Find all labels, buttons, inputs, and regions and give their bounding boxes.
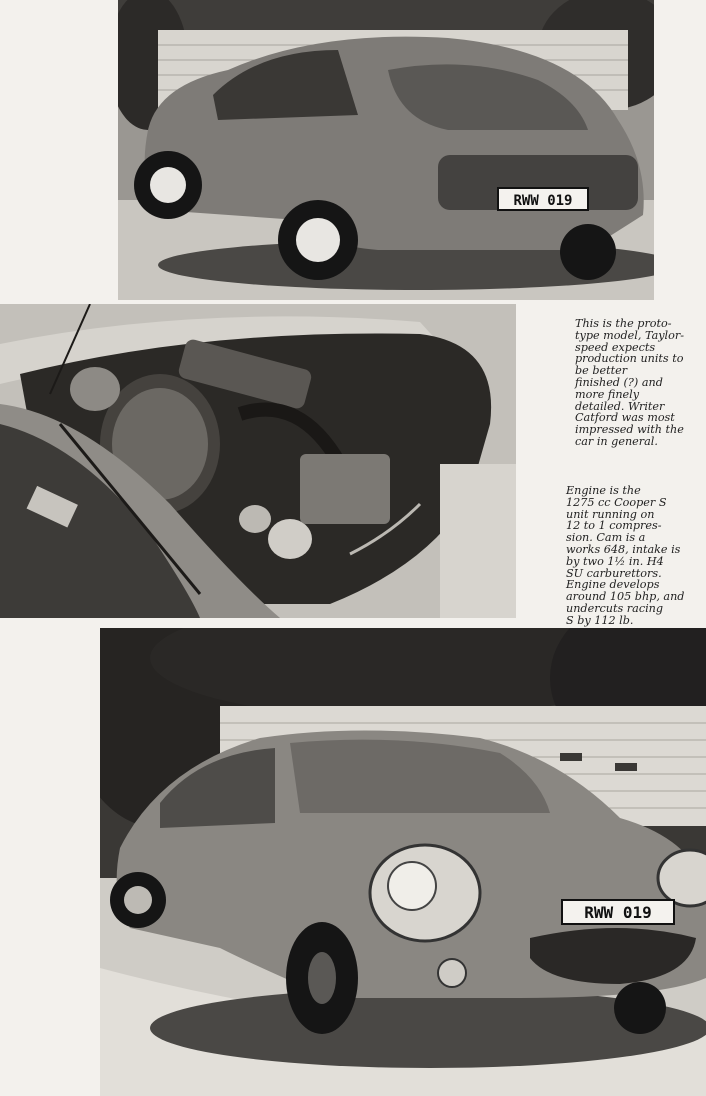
caption-line: Catford was most (575, 411, 675, 425)
caption-line: S by 112 lb. (566, 613, 634, 627)
rear-number-plate: RWW 019 (513, 193, 573, 209)
photo-engine-bay (0, 304, 516, 618)
photo-car-rear-view (118, 0, 654, 300)
caption-line: 1275 cc Cooper S (566, 495, 667, 509)
caption-engine-description (566, 485, 698, 627)
caption-line: detailed. Writer (575, 399, 665, 413)
caption-line: sion. Cam is a (566, 531, 646, 545)
caption-line: 12 to 1 compres- (566, 519, 662, 533)
caption-line: production units to (575, 352, 684, 366)
caption-line: finished (?) and (575, 375, 663, 389)
caption-prototype-description (575, 318, 699, 448)
caption-line: car in general. (575, 434, 658, 448)
caption-line: type model, Taylor- (575, 328, 684, 342)
caption-line: undercuts racing (566, 601, 664, 615)
caption-line: by two 1½ in. H4 (566, 554, 664, 568)
caption-line: Engine develops (566, 578, 660, 592)
caption-line: Engine is the (566, 484, 641, 497)
caption-line: speed expects (575, 340, 656, 354)
caption-line: impressed with the (575, 423, 684, 437)
caption-line: This is the proto- (575, 317, 672, 330)
caption-line: be better (575, 364, 628, 378)
caption-line: unit running on (566, 507, 655, 521)
caption-line: more finely (575, 387, 640, 401)
photo-car-front-view (100, 628, 706, 1096)
caption-line: around 105 bhp, and (566, 590, 685, 604)
caption-line: works 648, intake is (566, 542, 681, 556)
front-number-plate: RWW 019 (584, 903, 652, 922)
caption-line: SU carburettors. (566, 566, 662, 580)
